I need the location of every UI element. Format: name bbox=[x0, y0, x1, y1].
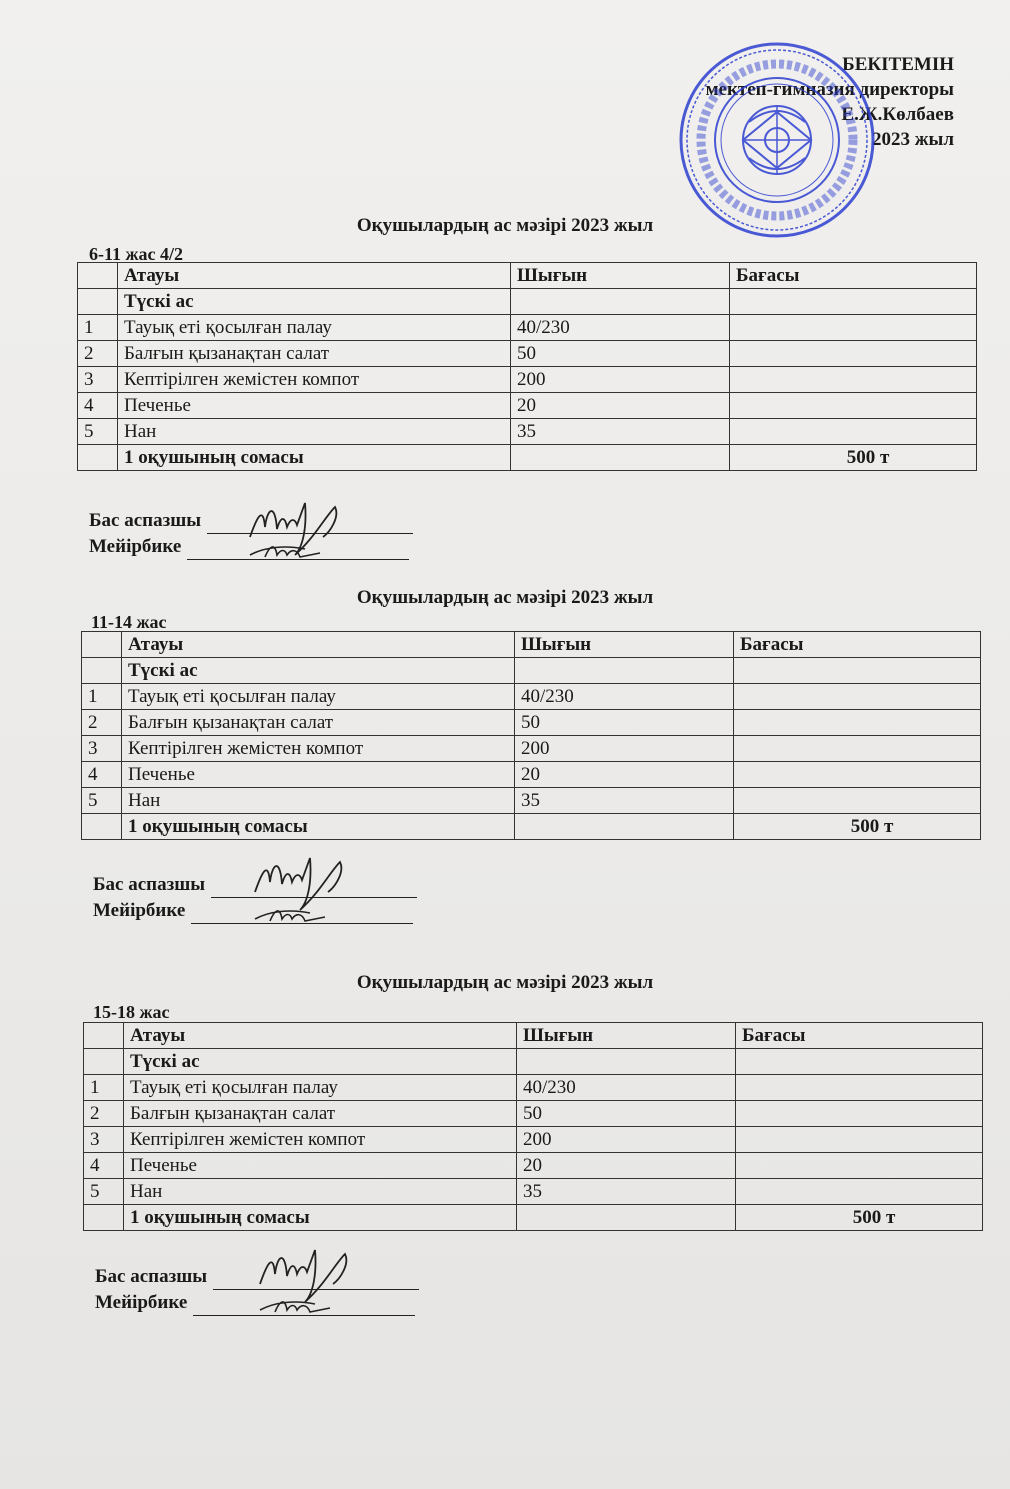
total-label: 1 оқушының сомасы bbox=[124, 1205, 517, 1231]
nurse-signature-icon bbox=[255, 1290, 365, 1320]
table-row bbox=[82, 762, 981, 788]
table-header-row bbox=[78, 263, 977, 289]
total-label: 1 оқушының сомасы bbox=[122, 814, 515, 840]
dish-qty: 200 bbox=[517, 1127, 736, 1153]
table-row bbox=[82, 710, 981, 736]
approval-line-2: мектеп-гимназия директоры bbox=[705, 79, 954, 100]
dish-qty: 20 bbox=[517, 1153, 736, 1179]
row-num: 4 bbox=[78, 393, 118, 419]
table-row bbox=[82, 736, 981, 762]
header-name-cell: Атауы bbox=[124, 1023, 517, 1049]
dish-qty: 20 bbox=[515, 762, 734, 788]
table-row bbox=[84, 1179, 983, 1205]
dish-name: Балғын қызанақтан салат bbox=[122, 710, 515, 736]
row-num: 2 bbox=[78, 341, 118, 367]
total-value: 500 т bbox=[734, 814, 981, 840]
dish-name: Печенье bbox=[118, 393, 511, 419]
approval-line-1: БЕКІТЕМІН bbox=[842, 54, 954, 75]
dish-qty: 20 bbox=[511, 393, 730, 419]
dish-qty: 50 bbox=[511, 341, 730, 367]
dish-qty: 35 bbox=[515, 788, 734, 814]
nurse-label: Мейірбике bbox=[93, 900, 186, 921]
menu-table-3 bbox=[83, 1022, 983, 1231]
header-price-cell: Бағасы bbox=[736, 1023, 983, 1049]
chef-label: Бас аспазшы bbox=[95, 1266, 208, 1287]
row-num: 2 bbox=[82, 710, 122, 736]
age-group-2: 11-14 жас bbox=[91, 612, 167, 632]
total-label: 1 оқушының сомасы bbox=[118, 445, 511, 471]
total-row bbox=[82, 814, 981, 840]
header-name-cell: Атауы bbox=[122, 632, 515, 658]
menu-table-1 bbox=[77, 262, 977, 471]
table-header-row bbox=[82, 632, 981, 658]
table-row bbox=[78, 367, 977, 393]
menu-title-2: Оқушылардың ас мәзірі 2023 жыл bbox=[356, 587, 654, 608]
total-value: 500 т bbox=[730, 445, 977, 471]
row-num: 2 bbox=[84, 1101, 124, 1127]
table-row bbox=[78, 419, 977, 445]
dish-qty: 50 bbox=[515, 710, 734, 736]
header-price-cell: Бағасы bbox=[730, 263, 977, 289]
dish-name: Кептірілген жемістен компот bbox=[118, 367, 511, 393]
table-row bbox=[78, 393, 977, 419]
menu-title-3: Оқушылардың ас мәзірі 2023 жыл bbox=[356, 972, 654, 993]
dish-name: Тауық еті қосылған палау bbox=[122, 684, 515, 710]
table-row bbox=[84, 1153, 983, 1179]
nurse-signature-icon bbox=[250, 899, 360, 929]
table-row bbox=[82, 684, 981, 710]
dish-qty: 40/230 bbox=[515, 684, 734, 710]
table-row bbox=[84, 1101, 983, 1127]
nurse-label: Мейірбике bbox=[89, 536, 182, 557]
official-stamp-icon bbox=[677, 40, 877, 240]
meal-row bbox=[78, 289, 977, 315]
menu-table-2 bbox=[81, 631, 981, 840]
dish-name: Балғын қызанақтан салат bbox=[124, 1101, 517, 1127]
dish-name: Нан bbox=[118, 419, 511, 445]
dish-qty: 200 bbox=[511, 367, 730, 393]
chef-label: Бас аспазшы bbox=[93, 874, 206, 895]
table-row bbox=[82, 788, 981, 814]
table-header-row bbox=[84, 1023, 983, 1049]
nurse-label: Мейірбике bbox=[95, 1292, 188, 1313]
row-num: 5 bbox=[78, 419, 118, 445]
meal-label: Түскі ас bbox=[118, 289, 511, 315]
dish-name: Кептірілген жемістен компот bbox=[124, 1127, 517, 1153]
row-num: 3 bbox=[82, 736, 122, 762]
menu-title-1: Оқушылардың ас мәзірі 2023 жыл bbox=[356, 215, 654, 236]
row-num: 3 bbox=[84, 1127, 124, 1153]
dish-name: Нан bbox=[124, 1179, 517, 1205]
header-price-cell: Бағасы bbox=[734, 632, 981, 658]
dish-name: Балғын қызанақтан салат bbox=[118, 341, 511, 367]
header-name-cell: Атауы bbox=[118, 263, 511, 289]
dish-qty: 35 bbox=[511, 419, 730, 445]
table-row bbox=[78, 341, 977, 367]
table-row bbox=[84, 1127, 983, 1153]
header-num-cell bbox=[78, 263, 118, 289]
header-qty-cell: Шығын bbox=[515, 632, 734, 658]
dish-name: Кептірілген жемістен компот bbox=[122, 736, 515, 762]
approval-line-4: 2023 жыл bbox=[871, 129, 954, 150]
row-num: 4 bbox=[84, 1153, 124, 1179]
dish-name: Печенье bbox=[122, 762, 515, 788]
approval-line-3: Е.Ж.Көлбаев bbox=[841, 104, 954, 125]
dish-name: Тауық еті қосылған палау bbox=[124, 1075, 517, 1101]
table-row bbox=[78, 315, 977, 341]
dish-name: Нан bbox=[122, 788, 515, 814]
row-num: 1 bbox=[78, 315, 118, 341]
header-qty-cell: Шығын bbox=[511, 263, 730, 289]
age-group-3: 15-18 жас bbox=[93, 1002, 170, 1022]
total-row bbox=[78, 445, 977, 471]
nurse-signature-icon bbox=[245, 535, 355, 565]
meal-row bbox=[84, 1049, 983, 1075]
meal-row bbox=[82, 658, 981, 684]
dish-qty: 40/230 bbox=[511, 315, 730, 341]
dish-name: Печенье bbox=[124, 1153, 517, 1179]
dish-qty: 50 bbox=[517, 1101, 736, 1127]
total-row bbox=[84, 1205, 983, 1231]
row-num: 5 bbox=[84, 1179, 124, 1205]
chef-label: Бас аспазшы bbox=[89, 510, 202, 531]
meal-label: Түскі ас bbox=[124, 1049, 517, 1075]
table-row bbox=[84, 1075, 983, 1101]
age-group-1: 6-11 жас 4/2 bbox=[89, 244, 184, 264]
total-value: 500 т bbox=[736, 1205, 983, 1231]
row-num: 3 bbox=[78, 367, 118, 393]
row-num: 5 bbox=[82, 788, 122, 814]
header-qty-cell: Шығын bbox=[517, 1023, 736, 1049]
dish-qty: 35 bbox=[517, 1179, 736, 1205]
dish-name: Тауық еті қосылған палау bbox=[118, 315, 511, 341]
dish-qty: 40/230 bbox=[517, 1075, 736, 1101]
row-num: 4 bbox=[82, 762, 122, 788]
dish-qty: 200 bbox=[515, 736, 734, 762]
row-num: 1 bbox=[82, 684, 122, 710]
row-num: 1 bbox=[84, 1075, 124, 1101]
meal-label: Түскі ас bbox=[122, 658, 515, 684]
